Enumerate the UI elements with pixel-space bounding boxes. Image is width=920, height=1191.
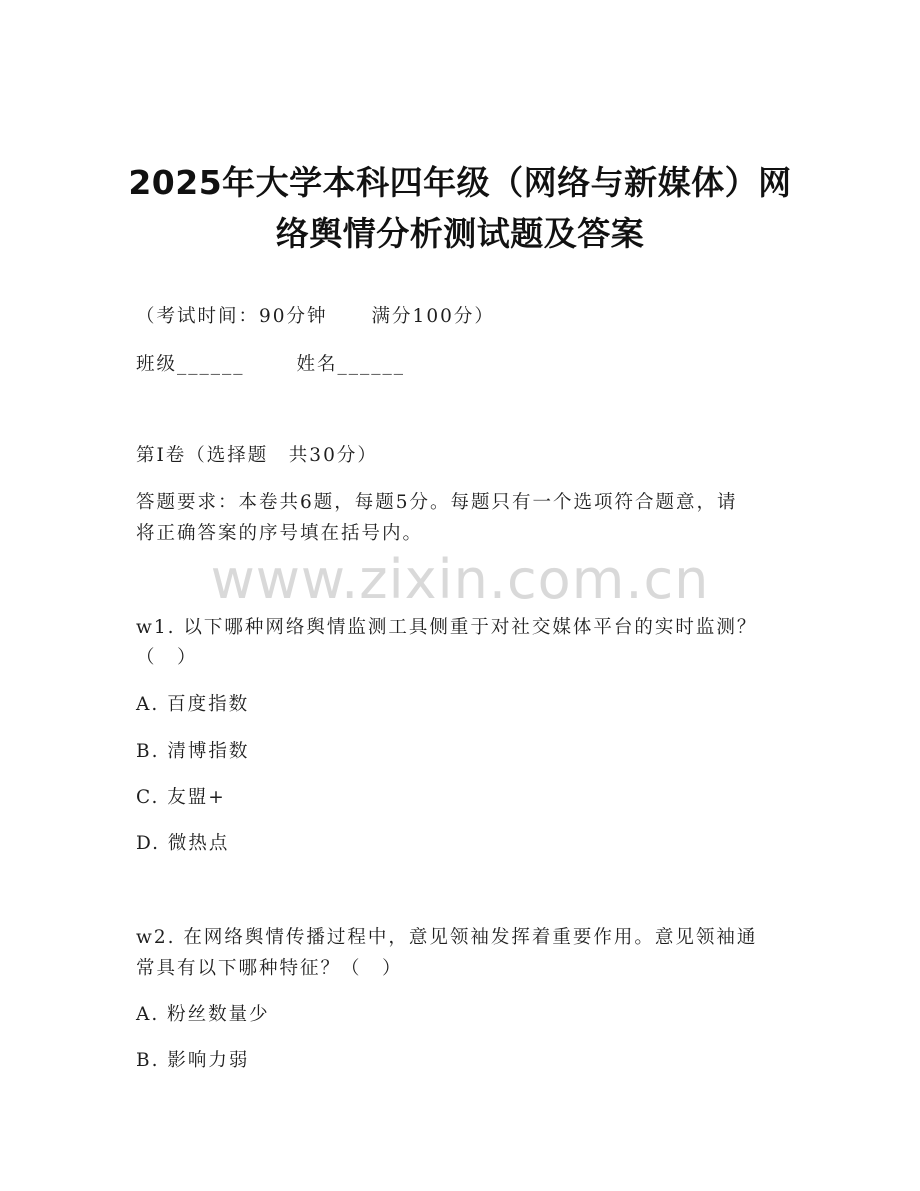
full-score: 满分100分） bbox=[371, 306, 495, 327]
document-title-line-1: 2025年大学本科四年级（网络与新媒体）网 bbox=[128, 163, 792, 202]
question-2-option-b: B. 影响力弱 bbox=[136, 1050, 250, 1071]
question-2-option-a: A. 粉丝数量少 bbox=[136, 1004, 270, 1025]
question-2-stem-line-2: 常具有以下哪种特征？（ ） bbox=[136, 958, 403, 979]
document-title-line-2: 络舆情分析测试题及答案 bbox=[275, 214, 645, 253]
watermark: www.zixin.com.cn bbox=[210, 548, 710, 611]
class-field-label: 班级______ bbox=[136, 354, 245, 375]
question-1-option-b: B. 清博指数 bbox=[136, 741, 250, 762]
exam-info bbox=[136, 302, 495, 328]
name-field-label: 姓名______ bbox=[296, 354, 406, 375]
question-1-option-d: D. 微热点 bbox=[136, 833, 230, 854]
instructions-line-1: 答题要求：本卷共6题，每题5分。每题只有一个选项符合题意，请 bbox=[136, 492, 738, 513]
exam-time: （考试时间：90分钟 bbox=[136, 306, 328, 327]
question-1-stem-line-1: w1. 以下哪种网络舆情监测工具侧重于对社交媒体平台的实时监测？ bbox=[136, 617, 758, 638]
question-1-option-a: A. 百度指数 bbox=[136, 694, 250, 715]
instructions-line-2: 将正确答案的序号填在括号内。 bbox=[136, 523, 424, 544]
section-heading: 第I卷（选择题 共30分） bbox=[136, 445, 378, 466]
question-1-option-c: C. 友盟+ bbox=[136, 787, 226, 808]
question-2-stem-line-1: w2. 在网络舆情传播过程中，意见领袖发挥着重要作用。意见领袖通 bbox=[136, 927, 758, 948]
student-info bbox=[136, 350, 405, 376]
question-1-stem-line-2: （ ） bbox=[136, 647, 198, 668]
